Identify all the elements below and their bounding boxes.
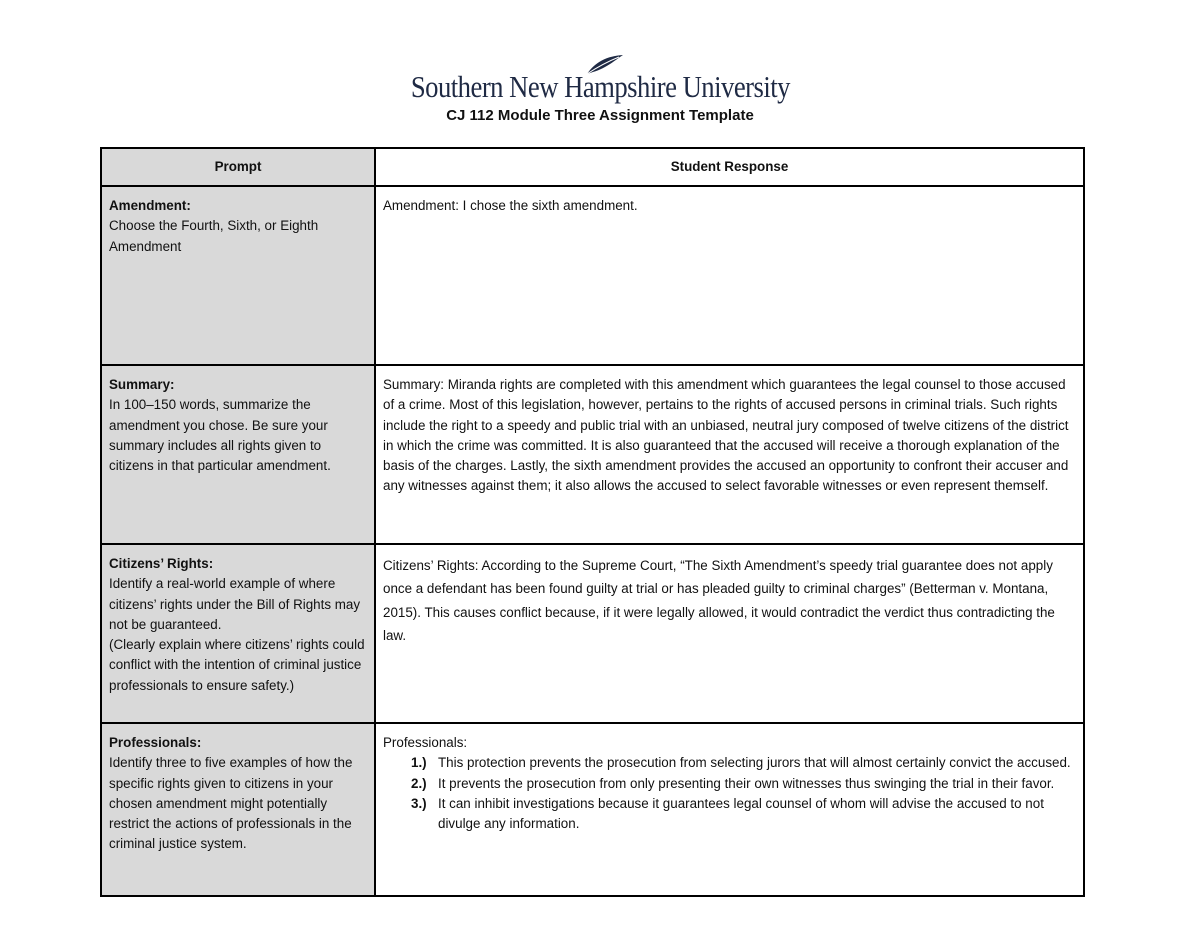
table-row	[101, 544, 1084, 723]
list-item-text: It can inhibit investigations because it guarantees legal counsel of whom will advise the accused to not divulge any information.	[438, 795, 1044, 832]
rights-prompt-text-2: (Clearly explain where citizens’ rights could conflict with the intention of criminal justice professionals to ensure safety.)	[109, 637, 365, 693]
list-item-text: It prevents the prosecution from only presenting their own witnesses thus swinging the trial in their favor.	[438, 775, 1055, 791]
table-row	[101, 723, 1084, 896]
summary-response-text: Summary: Miranda rights are completed with this amendment which guarantees the legal counsel to those accused of a crime. Most of this legislation, however, pertains to the rights of accused persons in criminal trials. Such rights include the right to a speedy and public trial with an unbiased, neutral jury composed of twelve citizens of the district in which the crime was committed. It is also guaranteed that the accused will receive a thorough explanation of the basis of the charges. Lastly, the sixth amendment provides the accused an opportunity to confront their accuser and any witnesses against them; it also allows the accused to select favorable witnesses or even represent themself.	[383, 377, 1069, 494]
table-header-row	[101, 148, 1084, 186]
list-item-number: 2.)	[411, 775, 427, 791]
professionals-prompt-heading: Professionals:	[109, 735, 202, 750]
rights-prompt-heading: Citizens’ Rights:	[109, 556, 214, 571]
document-title: CJ 112 Module Three Assignment Template	[446, 107, 754, 124]
summary-prompt-text: In 100–150 words, summarize the amendment you chose. Be sure your summary includes all rights given to citizens in that particular amendment.	[109, 397, 331, 474]
summary-response-cell	[375, 365, 1084, 544]
professionals-prompt-text: Identify three to five examples of how the specific rights given to citizens in your chosen amendment might potentially restrict the actions of professionals in the criminal justice system.	[109, 755, 353, 852]
prompt-column-header: Prompt	[101, 148, 375, 186]
amendment-response-text: Amendment: I chose the sixth amendment.	[383, 198, 638, 213]
rights-response-cell	[375, 544, 1084, 723]
leaf-icon	[585, 54, 625, 76]
professionals-list	[383, 753, 1076, 834]
amendment-prompt-text: Choose the Fourth, Sixth, or Eighth Amendment	[109, 218, 319, 254]
amendment-prompt-heading: Amendment:	[109, 198, 191, 213]
professionals-response-heading: Professionals:	[383, 735, 468, 750]
university-logo	[0, 56, 1200, 104]
table-row	[101, 186, 1084, 365]
list-item	[411, 774, 1076, 794]
professionals-prompt-cell	[101, 723, 375, 896]
list-item	[411, 753, 1076, 773]
professionals-response-cell	[375, 723, 1084, 896]
list-item-number: 1.)	[411, 755, 427, 771]
logo-wordmark: Southern New Hampshire University	[410, 69, 790, 104]
amendment-prompt-cell	[101, 186, 375, 365]
rights-response-text: Citizens’ Rights: According to the Supreme Court, “The Sixth Amendment’s speedy trial guarantee does not apply once a defendant has been found guilty at trial or has pleaded guilty to criminal charges” (Betterman v. Montana, 2015). This causes conflict because, if it were legally allowed, it would contradict the verdict thus contradicting the law.	[383, 558, 1055, 643]
list-item-number: 3.)	[411, 795, 427, 811]
table-row	[101, 365, 1084, 544]
rights-prompt-cell	[101, 544, 375, 723]
assignment-table	[100, 147, 1085, 897]
amendment-response-cell	[375, 186, 1084, 365]
list-item	[411, 794, 1076, 835]
summary-prompt-heading: Summary:	[109, 377, 175, 392]
response-column-header: Student Response	[375, 148, 1084, 186]
summary-prompt-cell	[101, 365, 375, 544]
rights-prompt-text: Identify a real-world example of where citizens’ rights under the Bill of Rights may not be guaranteed.	[109, 576, 361, 632]
list-item-text: This protection prevents the prosecution from selecting jurors that will almost certainly convict the accused.	[438, 755, 1071, 771]
